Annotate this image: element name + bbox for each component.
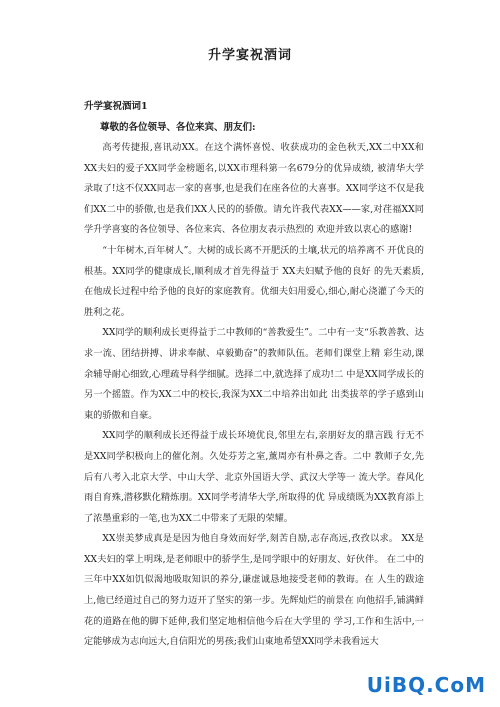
watermark-logo: UiBQ.CoM <box>366 673 486 697</box>
paragraph: 高考传捷报,喜讯动XX。在这个满怀喜悦、收获成功的金色秋天,XX二中XX和XX夫妇的爱子XX同学金榜题名,以XX市理科第一名679分的优异成绩, 被清华大学录取了!这不仅XX同志一家的喜事,也是我们在座各位的大喜事。XX同学这不仅是我们XX二中的骄傲,也是我们XX人民的的骄傲。请允许我代表XX——家,对荏福XX同学升学喜宴的各位领导、各位来宾、各位朋友表示热烈的 欢迎并致以衷心的感谢! <box>84 142 424 236</box>
paragraph: XX同学的顺利成长更得益于二中教师的“善教爱生”。二中有一支“乐教善教、达求一流、团结拼搏、讲求奉献、卓毅勤奋”的教师队伍。老师们课堂上精 彩生动,课余辅导耐心细致,心理疏导科学细腻。选择二中,就选择了成功!二 中是XX同学成长的另一个摇篮。作为XX二中的校长,我深为XX二中培养出如此 出类拔萃的学子感到山東的骄傲和自豪。 <box>84 327 424 421</box>
paragraph: “十年树木,百年树人”。大树的成长离不开肥沃的土壤,状元的培养离不 开优良的根基。XX同学的健康成长,顺利成才首先得益于 XX夫妇赋予他的良好 的先天素质,在他成长过程中给予他的良好的家庭教育。优细夫妇用爱心,细心,耐心浇灌了今天的胜利之花。 <box>84 244 424 318</box>
salutation: 尊敬的各位领导、各位来宾、朋友们: <box>100 122 256 133</box>
document-title: 升学宴祝酒词 <box>207 48 292 63</box>
body-text <box>84 138 424 653</box>
paragraph: XX崇美梦成真是是因为他自身效而好学,刻苦自励,志存高远,孜孜以求。 XX是XX夫妇的掌上明珠,是老师眼中的骄学生,是同学眼中的好朋友、好伙伴。 在二中的三年中XX如饥似渴地吸取知识的养分,谦虚诚恳地接受老师的教诲。在 人生的跋途上,他已经道过自己的努力迈开了坚实的第一步。先辉灿烂的前景在 向他招手,铺满鲜花的道路在他的脚下延伸,我们坚定地相信他今后在大学里的 学习,工作和生活中,一定能够成为志向远大,自信阳光的男孩;我们山東地希望XX同学未我看远大 <box>84 533 424 648</box>
paragraph: XX同学的顺利成长还得益于成长环境优良,邻里左右,亲朋好友的鼎言践 行无不是XX同学积极向上的催化剂。久处芬芳之室,薰周亦有朴鼻之香。二中 教师子女,先后有八考入北京大学、中山大学、北京外国语大学、武汉大学等一 流大学。春风化雨自育殊,潜移默化精炼朋。XX同学考清华大学,所取得的优 异成绩既为XX教育添上了浓墨重彩的一笔,也为XX二中带来了无限的荣耀。 <box>84 430 424 524</box>
document-subtitle: 升学宴祝酒词1 <box>84 101 148 112</box>
